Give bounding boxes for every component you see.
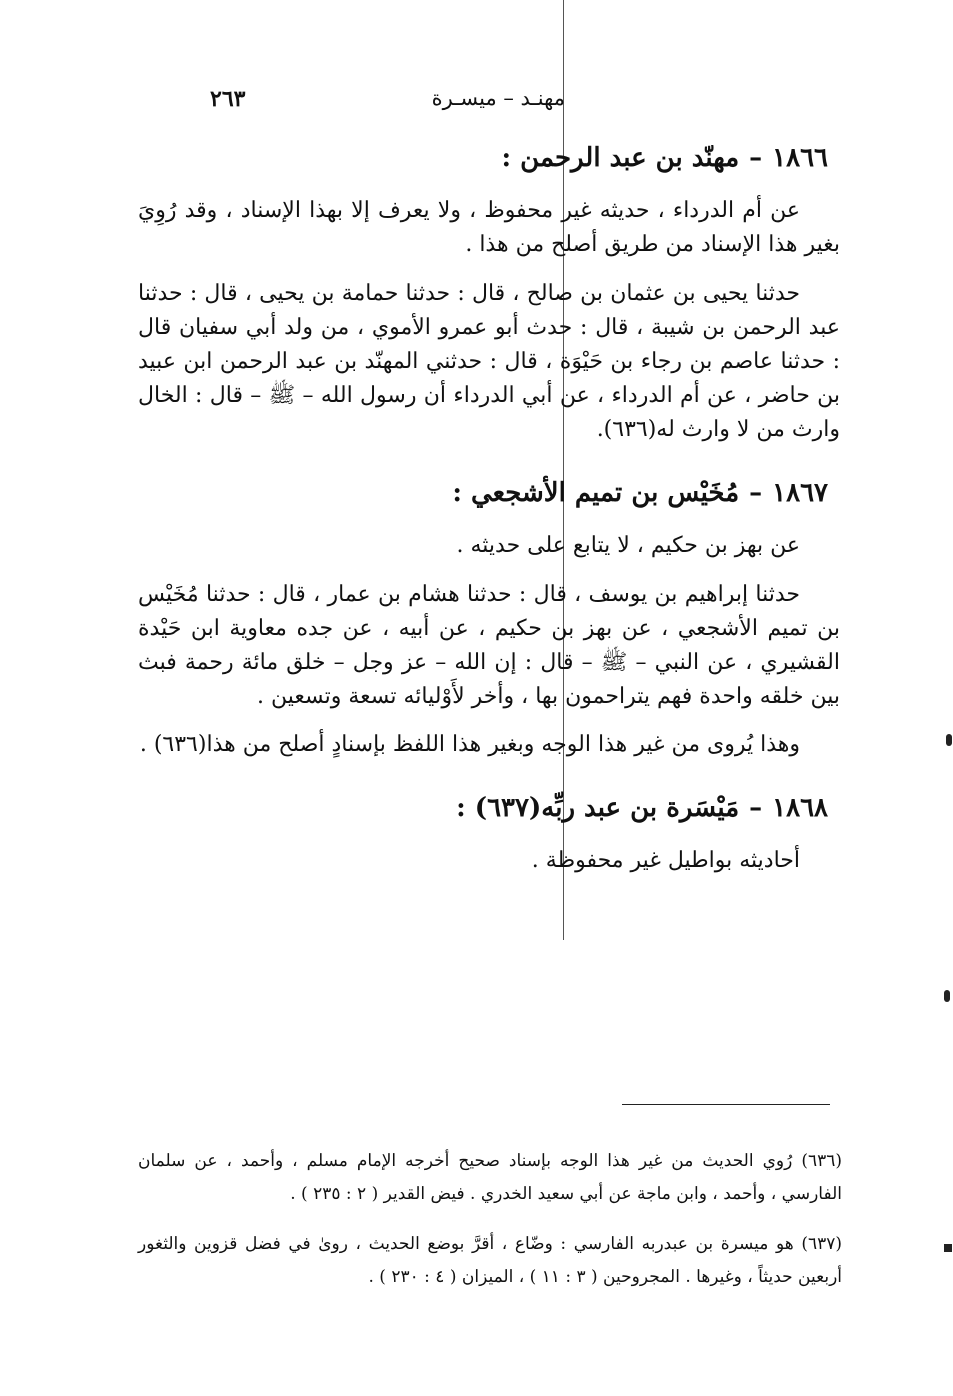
- entry-dash: –: [749, 478, 763, 509]
- paragraph: عن أم الدرداء ، حديثه غير محفوظ ، ولا يعرف إلا بهذا الإسناد ، وقد رُوِيَ بغير هذا الإسناد من طريق أصلح من هذا .: [138, 198, 840, 258]
- margin-mark: [946, 734, 952, 746]
- paragraph: حدثنا يحيى بن عثمان بن صالح ، قال : حدثنا حمامة بن يحيى ، قال : حدثنا عبد الرحمن بن شيبة ، قال : حدث أبو عمرو الأموي ، من ولد أبي سفيان قال : حدثنا عاصم بن رجاء بن حَيْوَة ، قال : حدثني المهنّد بن عبد الرحمن ابن عبيد بن حاضر ، عن أم الدرداء ، عن أبي الدرداء أن رسول الله – ﷺ – قال : الخال وارث من لا وارث له(٦٣٦).: [138, 280, 840, 442]
- footnote: (٦٣٧) هو ميسرة بن عبدربه الفارسي : وضّاع ، أقرَّ بوضع الحديث ، روىٰ في فضل قزوين والثغور أربعين حديثاً ، وغيرها . المجروحين ( ٣ : ١١ ) ، الميزان ( ٤ : ٢٣٠ ) .: [138, 1234, 842, 1288]
- margin-mark: [944, 1244, 952, 1252]
- page-number: ٢٦٣: [210, 86, 246, 112]
- entry-dash: –: [749, 143, 763, 173]
- footnote-separator: [622, 1104, 830, 1105]
- paragraph: حدثنا إبراهيم بن يوسف ، قال : حدثنا هشام بن عمار ، قال : حدثنا مُخَيْس بن تميم الأشجعي ، عن بهز بن حكيم ، عن أبيه ، عن جده معاوية ابن حَيْدة القشيري ، عن النبي – ﷺ – قال : إن الله – عز وجل – خلق مائة رحمة فبث بين خلقه واحدة فهم يتراحمون بها ، وأخر لأَوْليائه تسعة وتسعين .: [138, 581, 840, 709]
- entry-name: مُخَيْس بن تميم الأشجعي :: [452, 478, 740, 509]
- entry-dash: –: [749, 793, 763, 823]
- entry-number: ١٨٦٧: [772, 478, 828, 509]
- entry-heading: [138, 140, 828, 176]
- page-header: [140, 86, 840, 116]
- paragraph: عن بهز بن حكيم ، لا يتابع على حديثه .: [456, 533, 800, 559]
- entry-heading: [138, 790, 828, 826]
- footnote: (٦٣٦) رُوي الحديث من غير هذا الوجه بإسناد صحيح أخرجه الإمام مسلم ، وأحمد ، عن سلمان الفارسي ، وأحمد ، وابن ماجة عن أبي سعيد الخدري . فيض القدير ( ٢ : ٢٣٥ ) .: [138, 1151, 842, 1205]
- main-text: [138, 140, 840, 892]
- entry-heading: [138, 475, 828, 511]
- entry-name: مهنّد بن عبد الرحمن :: [501, 143, 740, 173]
- entry-name: مَيْسَرة بن عبد ربِّه(٦٣٧) :: [456, 793, 740, 823]
- margin-mark: [944, 990, 950, 1002]
- running-title: مهنـد – ميسـرة: [431, 86, 565, 110]
- entry-number: ١٨٦٨: [772, 793, 828, 823]
- entry-number: ١٨٦٦: [772, 143, 828, 173]
- paragraph: أحاديثه بواطيل غير محفوظة .: [531, 848, 800, 874]
- footnotes: [138, 1128, 842, 1303]
- paragraph: وهذا يُروى من غير هذا الوجه وبغير هذا اللفظ بإسنادٍ أصلح من هذا(٦٣٦) .: [139, 731, 800, 757]
